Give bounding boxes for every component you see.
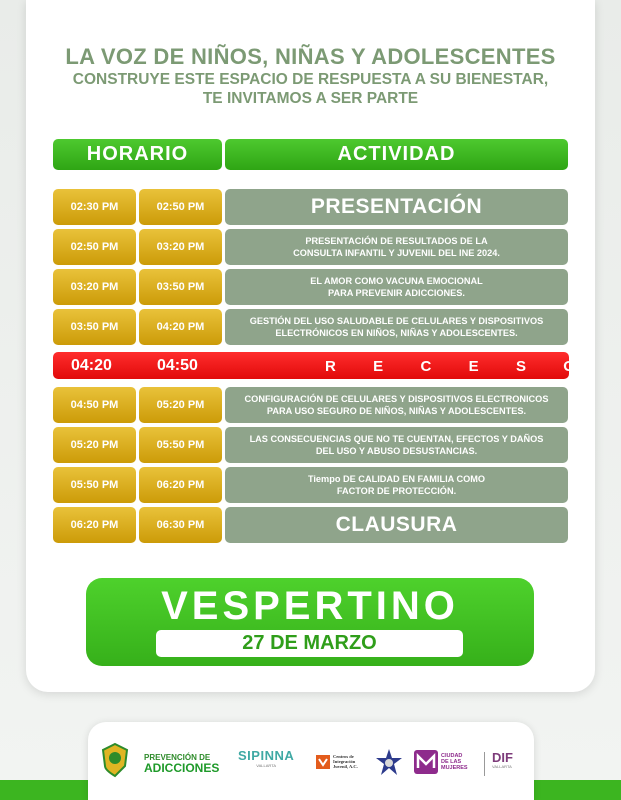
row-8-start-time: 06:20 PM: [53, 507, 136, 543]
recess-bar: [53, 352, 575, 379]
page-subtitle: [26, 70, 595, 108]
dif-logo: [492, 752, 513, 769]
row-3-activity-line-2: PARA PREVENIR ADICCIONES.: [328, 288, 465, 298]
prevencion-line-2: ADICCIONES: [144, 761, 220, 775]
sponsor-logos: [88, 722, 534, 800]
sipinna-sub: VALLARTA: [256, 763, 277, 768]
police-star-icon: [374, 748, 404, 778]
row-4-start-time: 03:50 PM: [53, 309, 136, 345]
dif-sub: VALLARTA: [492, 764, 512, 769]
actividad-header: ACTIVIDAD: [225, 139, 568, 170]
row-2-activity-line-1: PRESENTACIÓN DE RESULTADOS DE LA: [305, 236, 488, 246]
row-4-activity-line-2: ELECTRÓNICOS EN NIÑOS, NIÑAS Y ADOLESCENTES.: [275, 328, 518, 338]
sipinna-logo: [238, 750, 294, 768]
recess-letter: O: [563, 358, 575, 375]
row-1-activity: PRESENTACIÓN: [225, 189, 568, 225]
row-8-activity: CLAUSURA: [225, 507, 568, 543]
prevencion-line-1: PREVENCIÓN DE: [144, 753, 211, 762]
row-7-end-time: 06:20 PM: [139, 467, 222, 503]
row-8-end-time: 06:30 PM: [139, 507, 222, 543]
subtitle-line-1: CONSTRUYE ESTE ESPACIO DE RESPUESTA A SU BIENESTAR,: [72, 71, 549, 88]
row-7-activity: [225, 467, 568, 503]
recess-label: [325, 358, 575, 375]
ciudad-line-3: MUJERES: [441, 765, 468, 771]
centros-line-2: Integración: [333, 759, 356, 764]
row-5-activity-line-2: PARA USO SEGURO DE NIÑOS, NIÑAS Y ADOLESCENTES.: [266, 406, 527, 416]
row-7-start-time: 05:50 PM: [53, 467, 136, 503]
centros-line-1: Centros de: [333, 754, 354, 759]
prevencion-adicciones-logo: [144, 752, 219, 774]
row-2-activity: [225, 229, 568, 265]
row-2-end-time: 03:20 PM: [139, 229, 222, 265]
logo-divider: [484, 752, 485, 776]
ciudad-line-1: CIUDAD: [441, 753, 463, 759]
row-6-activity-line-1: LAS CONSECUENCIAS QUE NO TE CUENTAN, EFECTOS Y DAÑOS: [249, 434, 544, 444]
row-5-activity-line-1: CONFIGURACIÓN DE CELULARES Y DISPOSITIVOS ELECTRONICOS: [244, 394, 549, 404]
centros-line-3: Juvenil, A.C.: [333, 764, 358, 769]
recess-letter: S: [515, 358, 526, 375]
row-6-activity-line-2: DEL USO Y ABUSO DESUSTANCIAS.: [315, 446, 478, 456]
row-2-start-time: 02:50 PM: [53, 229, 136, 265]
row-6-activity: [225, 427, 568, 463]
row-7-activity-line-2: FACTOR DE PROTECCIÓN.: [336, 486, 457, 496]
recess-letter: E: [373, 358, 384, 375]
recess-letter: R: [325, 358, 336, 375]
row-7-activity-line-1: Tiempo DE CALIDAD EN FAMILIA COMO: [307, 474, 486, 484]
ciudad-mujeres-logo: [414, 750, 468, 774]
row-3-activity: [225, 269, 568, 305]
recess-letter: E: [468, 358, 479, 375]
row-2-activity-line-2: CONSULTA INFANTIL Y JUVENIL DEL INE 2024.: [293, 248, 500, 258]
recess-letter: C: [420, 358, 432, 375]
row-3-end-time: 03:50 PM: [139, 269, 222, 305]
ciudad-mujeres-icon: [414, 750, 438, 774]
sipinna-text: SIPINNA: [238, 748, 295, 763]
recess-start-time: 04:20: [71, 357, 112, 374]
subtitle-line-2: TE INVITAMOS A SER PARTE: [202, 90, 419, 107]
recess-end-time: 04:50: [157, 357, 198, 374]
row-5-start-time: 04:50 PM: [53, 387, 136, 423]
row-3-activity-line-1: EL AMOR COMO VACUNA EMOCIONAL: [310, 276, 483, 286]
ciudad-line-2: DE LAS: [441, 759, 462, 765]
shift-label: VESPERTINO: [161, 584, 459, 628]
row-6-end-time: 05:50 PM: [139, 427, 222, 463]
row-1-end-time: 02:50 PM: [139, 189, 222, 225]
dif-text: DIF: [492, 750, 513, 765]
row-5-activity: [225, 387, 568, 423]
event-date: 27 DE MARZO: [156, 630, 463, 657]
vallarta-crest-icon: [100, 742, 130, 778]
row-4-activity: [225, 309, 568, 345]
vespertino-banner: [86, 578, 534, 666]
row-1-start-time: 02:30 PM: [53, 189, 136, 225]
row-4-end-time: 04:20 PM: [139, 309, 222, 345]
row-6-start-time: 05:20 PM: [53, 427, 136, 463]
row-3-start-time: 03:20 PM: [53, 269, 136, 305]
row-5-end-time: 05:20 PM: [139, 387, 222, 423]
page-title: LA VOZ DE NIÑOS, NIÑAS Y ADOLESCENTES: [65, 44, 556, 69]
cij-icon: [316, 755, 330, 769]
horario-header: HORARIO: [53, 139, 222, 170]
row-4-activity-line-1: GESTIÓN DEL USO SALUDABLE DE CELULARES Y DISPOSITIVOS: [249, 316, 544, 326]
centros-integracion-logo: [316, 754, 358, 769]
